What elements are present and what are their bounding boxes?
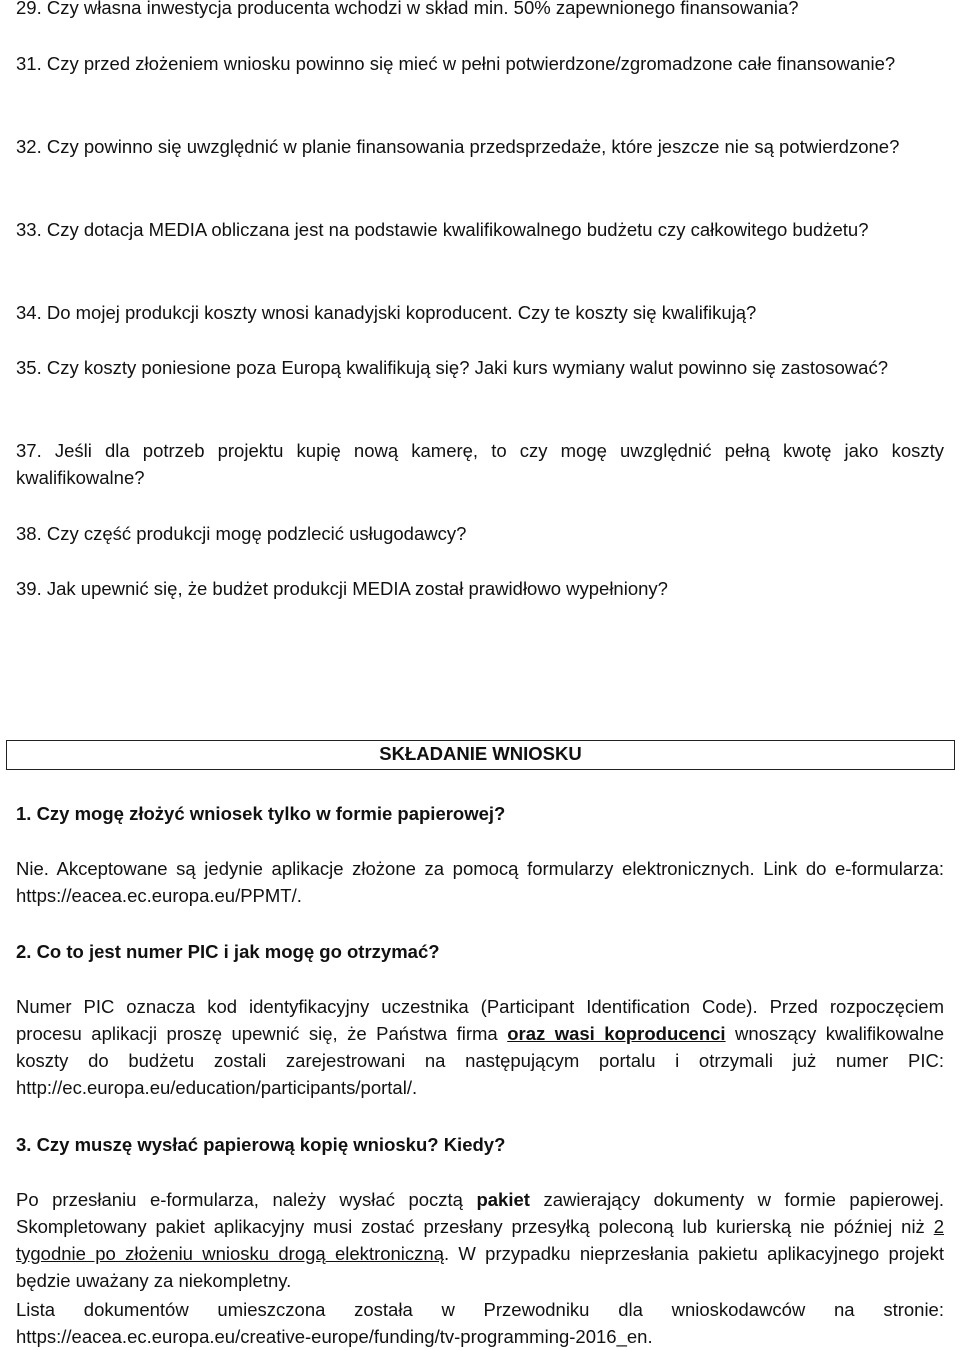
- underlined-phrase: oraz wasi koproducenci: [507, 1023, 726, 1044]
- question-text: Jeśli dla potrzeb projektu kupię nową kamerę, to czy mogę uwzględnić pełną kwotę jako koszty kwalifikowalne?: [16, 440, 944, 488]
- question-text: Czy własna inwestycja producenta wchodzi w skład min. 50% zapewnionego finansowania?: [46, 0, 799, 18]
- question-number: 29.: [16, 0, 42, 18]
- question-text: Czy część produkcji mogę podzlecić usługodawcy?: [46, 523, 467, 544]
- faq-answer-1: Nie. Akceptowane są jedynie aplikacje złożone za pomocą formularzy elektronicznych. Link do e-formularza: https://eacea.ec.europa.eu/PPMT/.: [16, 858, 944, 906]
- question-number: 35.: [16, 357, 42, 378]
- answer-text: Po przesłaniu e-formularza, należy wysłać pocztą: [16, 1189, 477, 1210]
- answer-text: . W przypadku nieprzesłania pakietu aplikacyjnego projekt będzie uważany za niekompletny.: [16, 1243, 944, 1291]
- question-29: [16, 0, 944, 21]
- answer-text: zawierający dokumenty w formie papierowej. Skompletowany pakiet aplikacyjny musi zostać przesłany przesyłką poleconą lub kurierską nie później niż: [16, 1189, 944, 1237]
- question-text: Jak upewnić się, że budżet produkcji MEDIA został prawidłowo wypełniony?: [46, 578, 668, 599]
- section-title: SKŁADANIE WNIOSKU: [379, 743, 582, 764]
- answer-text: wnoszący kwalifikowalne koszty do budżetu zostali zarejestrowani na następującym portalu i otrzymali już numer PIC: http://ec.europa.eu/education/participants/portal/.: [16, 1023, 944, 1098]
- bold-phrase: pakiet: [476, 1189, 530, 1210]
- underlined-phrase: 2 tygodnie po złożeniu wniosku drogą elektroniczną: [16, 1216, 944, 1264]
- question-number: 38.: [16, 523, 42, 544]
- faq-answer-2: [16, 993, 944, 1101]
- question-number: 33.: [16, 219, 42, 240]
- question-number: 31.: [16, 53, 42, 74]
- question-text: Czy powinno się uwzględnić w planie finansowania przedsprzedaże, które jeszcze nie są potwierdzone?: [46, 136, 900, 157]
- faq-heading-1: 1. Czy mogę złożyć wniosek tylko w formie papierowej?: [16, 803, 506, 824]
- question-39: [16, 575, 944, 602]
- question-34: [16, 299, 944, 326]
- question-37: [16, 437, 944, 491]
- question-text: Czy przed złożeniem wniosku powinno się mieć w pełni potwierdzone/zgromadzone całe finansowanie?: [46, 53, 896, 74]
- faq-heading-3: 3. Czy muszę wysłać papierową kopię wniosku? Kiedy?: [16, 1134, 506, 1155]
- question-number: 37.: [16, 440, 42, 461]
- question-32: [16, 133, 944, 160]
- answer-text: Numer PIC oznacza kod identyfikacyjny uczestnika (Participant Identification Code). Przed rozpoczęciem procesu aplikacji proszę upewnić się, że Państwa firma: [16, 996, 944, 1044]
- question-text: Czy koszty poniesione poza Europą kwalifikują się? Jaki kurs wymiany walut powinno się zastosować?: [46, 357, 888, 378]
- question-31: [16, 50, 944, 77]
- question-38: [16, 520, 944, 547]
- question-35: [16, 354, 944, 381]
- question-text: Do mojej produkcji koszty wnosi kanadyjski koproducent. Czy te koszty się kwalifikują?: [46, 302, 757, 323]
- question-number: 34.: [16, 302, 42, 323]
- question-text: Czy dotacja MEDIA obliczana jest na podstawie kwalifikowalnego budżetu czy całkowitego budżetu?: [46, 219, 869, 240]
- question-33: [16, 216, 944, 243]
- question-number: 39.: [16, 578, 42, 599]
- faq-heading-2: 2. Co to jest numer PIC i jak mogę go otrzymać?: [16, 941, 440, 962]
- faq-answer-3: [16, 1186, 944, 1294]
- faq-answer-3-documents: Lista dokumentów umieszczona została w Przewodniku dla wnioskodawców na stronie: https://eacea.ec.europa.eu/creative-europe/funding/tv-programming-2016_en.: [16, 1299, 944, 1347]
- section-banner: [6, 740, 955, 770]
- question-number: 32.: [16, 136, 42, 157]
